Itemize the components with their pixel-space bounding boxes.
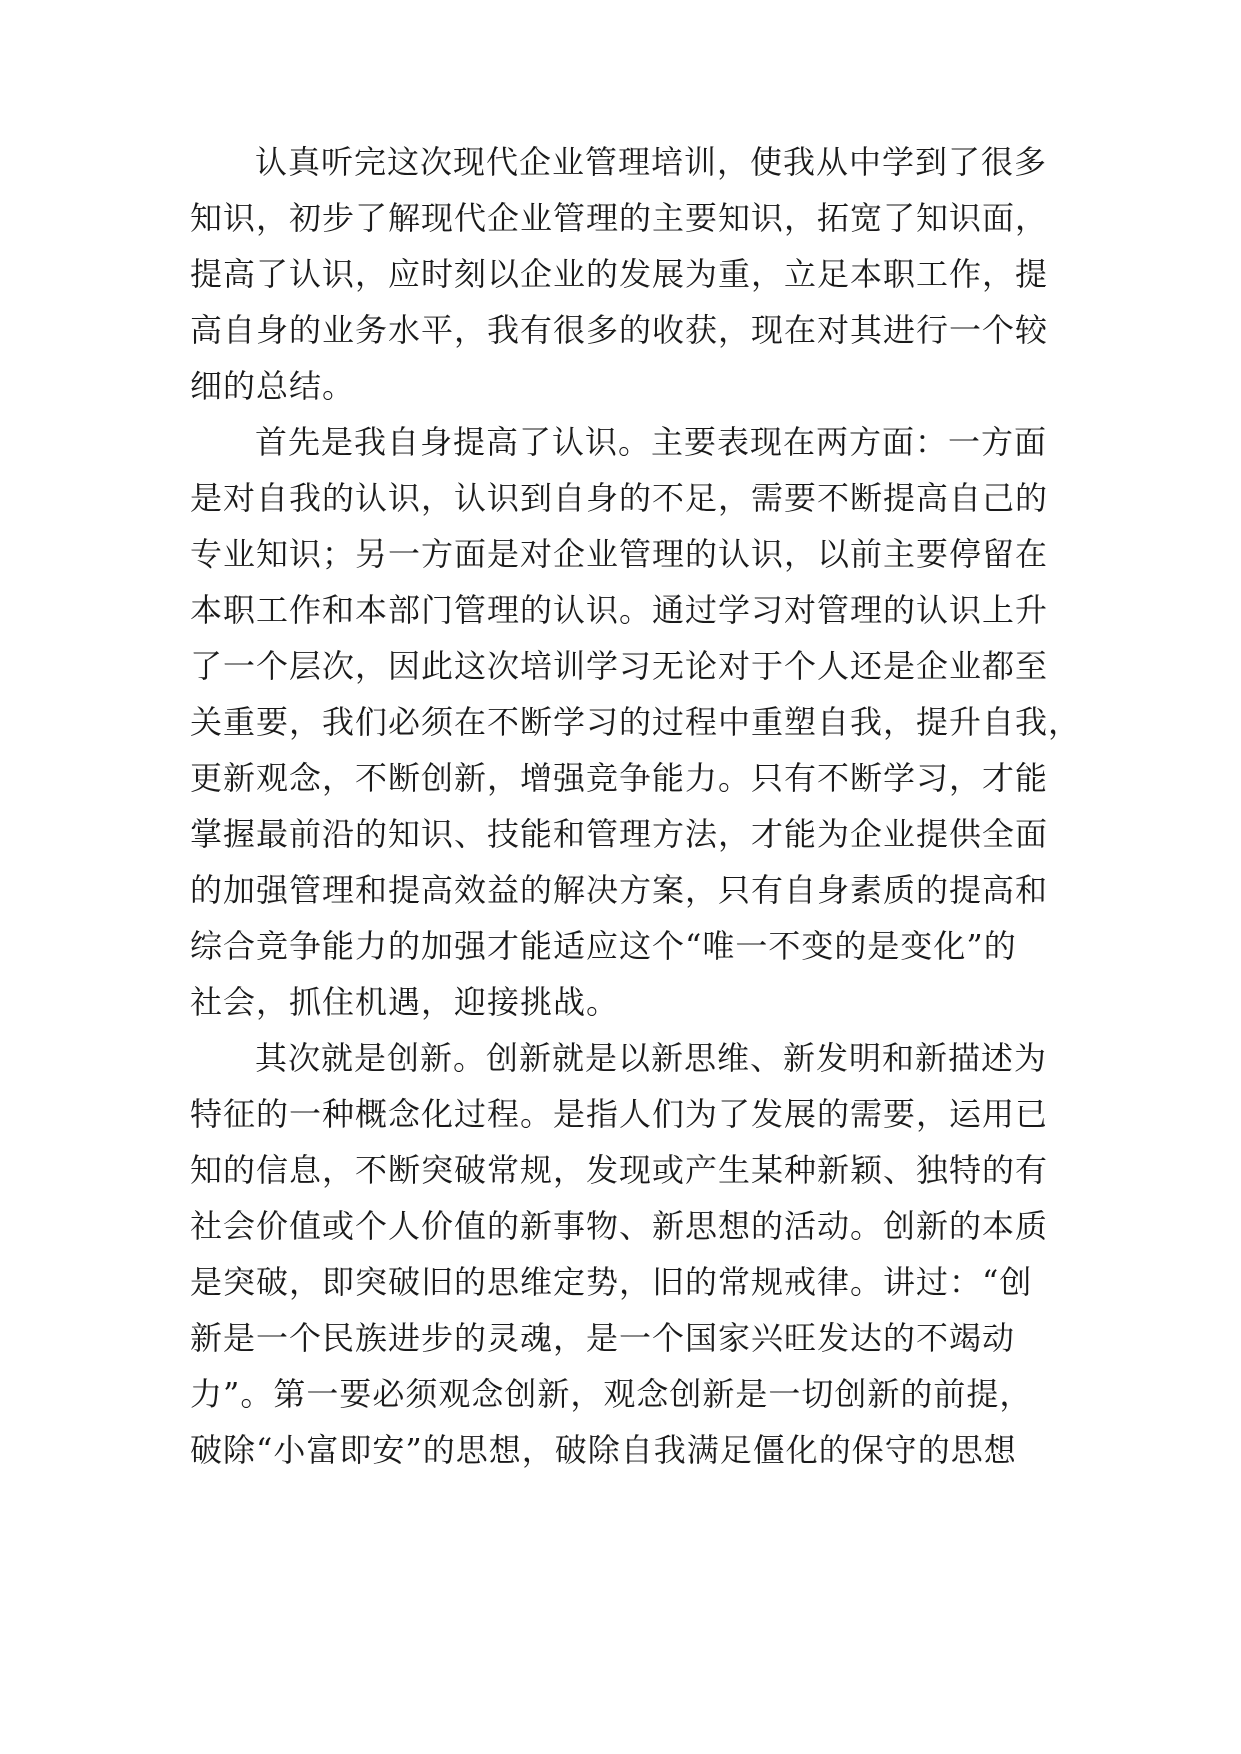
paragraph-2-line-5: 了一个层次，因此这次培训学习无论对于个人还是企业都至 [190,647,1049,685]
paragraph-2-line-10: 综合竞争能力的加强才能适应这个“唯一不变的是变化”的 [190,927,1017,965]
paragraph-3-line-3: 知的信息，不断突破常规，发现或产生某种新颖、独特的有 [190,1151,1049,1189]
paragraph-3-line-6: 新是一个民族进步的灵魂，是一个国家兴旺发达的不竭动 [190,1319,1016,1357]
paragraph-2-line-1: 首先是我自身提高了认识。主要表现在两方面：一方面 [255,423,1048,461]
paragraph-2-line-3: 专业知识；另一方面是对企业管理的认识，以前主要停留在 [190,535,1049,573]
paragraph-3-line-7: 力”。第一要必须观念创新，观念创新是一切创新的前提， [190,1375,1033,1413]
paragraph-3-line-5: 是突破，即突破旧的思维定势，旧的常规戒律。讲过：“创 [190,1263,1033,1301]
paragraph-3-line-8: 破除“小富即安”的思想，破除自我满足僵化的保守的思想 [190,1431,1017,1469]
paragraph-2-line-11: 社会，抓住机遇，迎接挑战。 [190,983,620,1021]
paragraph-1-line-2: 知识，初步了解现代企业管理的主要知识，拓宽了知识面， [190,199,1049,237]
paragraph-2-line-7: 更新观念，不断创新，增强竞争能力。只有不断学习，才能 [190,759,1049,797]
paragraph-3-line-4: 社会价值或个人价值的新事物、新思想的活动。创新的本质 [190,1207,1049,1245]
paragraph-2-line-8: 掌握最前沿的知识、技能和管理方法，才能为企业提供全面 [190,815,1049,853]
paragraph-1-line-5: 细的总结。 [190,367,356,405]
paragraph-2-line-9: 的加强管理和提高效益的解决方案，只有自身素质的提高和 [190,871,1049,909]
paragraph-2-line-2: 是对自我的认识，认识到自身的不足，需要不断提高自己的 [190,479,1049,517]
paragraph-2-line-6: 关重要，我们必须在不断学习的过程中重塑自我，提升自我， [190,703,1082,741]
paragraph-2-line-4: 本职工作和本部门管理的认识。通过学习对管理的认识上升 [190,591,1049,629]
paragraph-3-line-1: 其次就是创新。创新就是以新思维、新发明和新描述为 [255,1039,1048,1077]
paragraph-1-line-3: 提高了认识，应时刻以企业的发展为重，立足本职工作，提 [190,255,1049,293]
paragraph-1-line-4: 高自身的业务水平，我有很多的收获，现在对其进行一个较 [190,311,1049,349]
paragraph-3-line-2: 特征的一种概念化过程。是指人们为了发展的需要，运用已 [190,1095,1049,1133]
paragraph-1-line-1: 认真听完这次现代企业管理培训，使我从中学到了很多 [255,143,1048,181]
